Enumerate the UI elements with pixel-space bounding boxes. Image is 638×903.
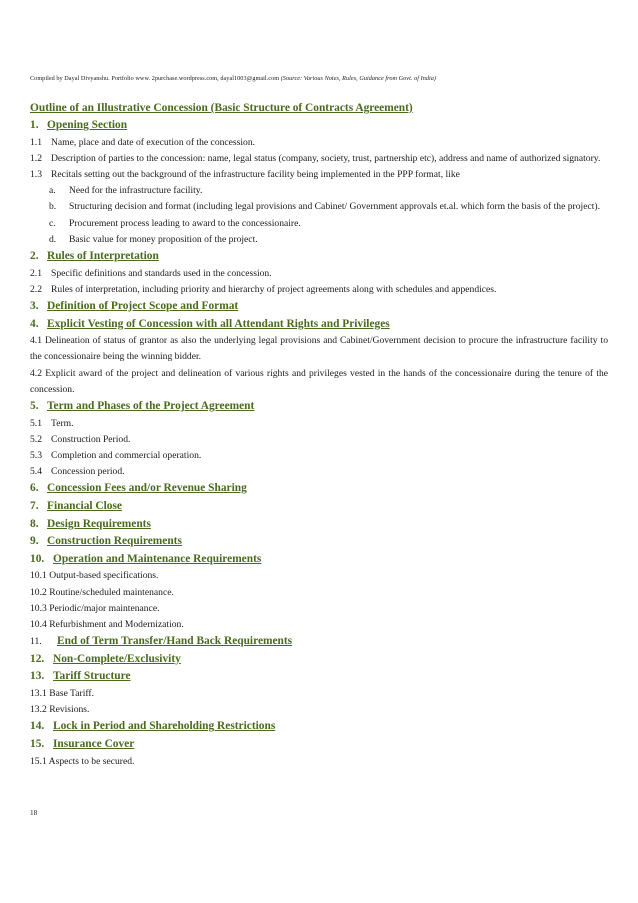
item-number: 1.1	[30, 136, 42, 148]
item-text: Rules of interpretation, including priority and hierarchy of project agreements along with schedules and appendices.	[51, 283, 497, 295]
item-number: 5.2	[30, 433, 42, 445]
item-text: Concession period.	[51, 466, 125, 478]
item-number: 2.2	[30, 283, 42, 295]
section-number: 15.	[30, 737, 45, 750]
section-title: Financial Close	[47, 500, 122, 513]
item-number: 5.1	[30, 417, 42, 429]
section-number: 9.	[30, 535, 39, 548]
section-title: Construction Requirements	[47, 535, 182, 548]
section-heading-5	[30, 398, 608, 416]
item-number: 1.3	[30, 169, 42, 180]
sub-item-letter: b.	[49, 201, 57, 213]
section-title: Explicit Vesting of Concession with all Attendant Rights and Privileges	[47, 317, 390, 330]
section-title: Tariff Structure	[53, 670, 131, 683]
item-text: Recitals setting out the background of the infrastructure facility being implemented in the PPP format, like	[51, 169, 460, 180]
section-title: Non-Complete/Exclusivity	[53, 652, 181, 665]
section-number: 4.	[30, 317, 39, 330]
section-number: 3.	[30, 300, 39, 313]
section-number: 13.	[30, 670, 45, 683]
section-title: Insurance Cover	[53, 737, 135, 750]
sub-list-item	[30, 216, 608, 232]
section-heading-4	[30, 316, 608, 334]
list-item	[30, 135, 608, 151]
list-item	[30, 448, 608, 464]
sub-list-item	[30, 232, 608, 248]
document-body	[30, 99, 608, 770]
item-number: 5.3	[30, 450, 42, 462]
section-heading-2	[30, 248, 608, 266]
section-heading-6	[30, 480, 608, 498]
sub-list-item	[30, 183, 608, 199]
list-item: 10.3 Periodic/major maintenance.	[30, 602, 160, 614]
section-title: Opening Section	[47, 119, 128, 131]
list-item	[30, 464, 608, 480]
item-text: Description of parties to the concession: name, legal status (company, society, trust, partnership etc), address and name of authorized signatory.	[51, 152, 601, 164]
list-item	[30, 151, 608, 167]
section-heading-9	[30, 533, 608, 551]
header-text: Compiled by Dayal Divyanshu. Portfolio www. 2purchase.wordpress.com, dayal1003@gmail.com	[30, 75, 280, 82]
section-number: 14.	[30, 720, 45, 733]
list-item	[30, 416, 608, 432]
list-item: 15.1 Aspects to be secured.	[30, 755, 135, 767]
section-heading-3	[30, 298, 608, 316]
list-item: 10.1 Output-based specifications.	[30, 570, 159, 582]
item-text: Construction Period.	[51, 433, 131, 445]
section-number: 11.	[30, 636, 42, 648]
section-title: Rules of Interpretation	[47, 250, 159, 263]
section-heading-15	[30, 736, 608, 754]
list-item: 10.4 Refurbishment and Modernization.	[30, 619, 184, 630]
paragraph: 4.1 Delineation of status of grantor as also the underlying legal provisions and Cabinet/Government decision to procure the infrastructure facility to the concessionaire being the winning bidder.	[30, 335, 608, 363]
item-number: 1.2	[30, 152, 42, 164]
section-number: 7.	[30, 500, 39, 513]
header-source: (Source: Various Notes, Rules, Guidance from Govt. of India)	[280, 75, 437, 82]
item-text: Completion and commercial operation.	[51, 450, 202, 462]
page-header	[30, 75, 620, 82]
section-number: 10.	[30, 552, 45, 565]
section-heading-12	[30, 651, 608, 669]
section-title: Lock in Period and Shareholding Restrictions	[53, 720, 276, 733]
list-item	[30, 266, 608, 282]
sub-item-letter: d.	[49, 233, 57, 245]
section-title: End of Term Transfer/Hand Back Requirements	[57, 635, 293, 648]
list-item: 13.2 Revisions.	[30, 704, 90, 716]
item-text: Specific definitions and standards used in the concession.	[51, 267, 272, 279]
section-number: 1.	[30, 119, 39, 131]
list-item	[30, 432, 608, 448]
section-title: Concession Fees and/or Revenue Sharing	[47, 482, 247, 495]
list-item	[30, 167, 608, 183]
page-number: 18	[30, 809, 38, 817]
sub-item-text: Need for the infrastructure facility.	[69, 185, 203, 197]
section-number: 2.	[30, 250, 39, 263]
item-number: 2.1	[30, 267, 42, 279]
section-number: 5.	[30, 400, 39, 413]
sub-item-text: Basic value for money proposition of the project.	[69, 233, 258, 245]
sub-list-item	[30, 199, 608, 215]
section-heading-8	[30, 516, 608, 534]
item-text: Name, place and date of execution of the concession.	[51, 136, 256, 148]
sub-item-text: Procurement process leading to award to the concessionaire.	[69, 217, 301, 229]
sub-item-letter: a.	[49, 185, 56, 197]
sub-item-text: Structuring decision and format (including legal provisions and Cabinet/ Government approvals et.al. which form the basis of the project).	[69, 201, 600, 213]
paragraph: 4.2 Explicit award of the project and delineation of various rights and privileges vested in the hands of the concessionaire during the tenure of the concession.	[30, 367, 608, 395]
section-number: 8.	[30, 517, 39, 530]
item-number: 5.4	[30, 466, 42, 478]
section-heading-14	[30, 718, 608, 736]
section-title: Definition of Project Scope and Format	[47, 300, 239, 313]
section-heading-13	[30, 668, 608, 686]
section-title: Term and Phases of the Project Agreement	[47, 400, 255, 413]
section-number: 6.	[30, 482, 39, 495]
section-number: 12.	[30, 652, 45, 665]
section-heading-7	[30, 498, 608, 516]
section-heading-10	[30, 551, 608, 569]
section-title: Design Requirements	[47, 517, 151, 530]
document-title: Outline of an Illustrative Concession (Basic Structure of Contracts Agreement)	[30, 102, 413, 114]
list-item	[30, 282, 608, 298]
list-item: 10.2 Routine/scheduled maintenance.	[30, 586, 174, 598]
sub-item-letter: c.	[49, 217, 56, 229]
section-heading-11	[30, 633, 608, 651]
list-item: 13.1 Base Tariff.	[30, 687, 94, 699]
item-text: Term.	[51, 417, 74, 429]
section-heading-1	[30, 117, 608, 135]
section-title: Operation and Maintenance Requirements	[53, 552, 262, 565]
